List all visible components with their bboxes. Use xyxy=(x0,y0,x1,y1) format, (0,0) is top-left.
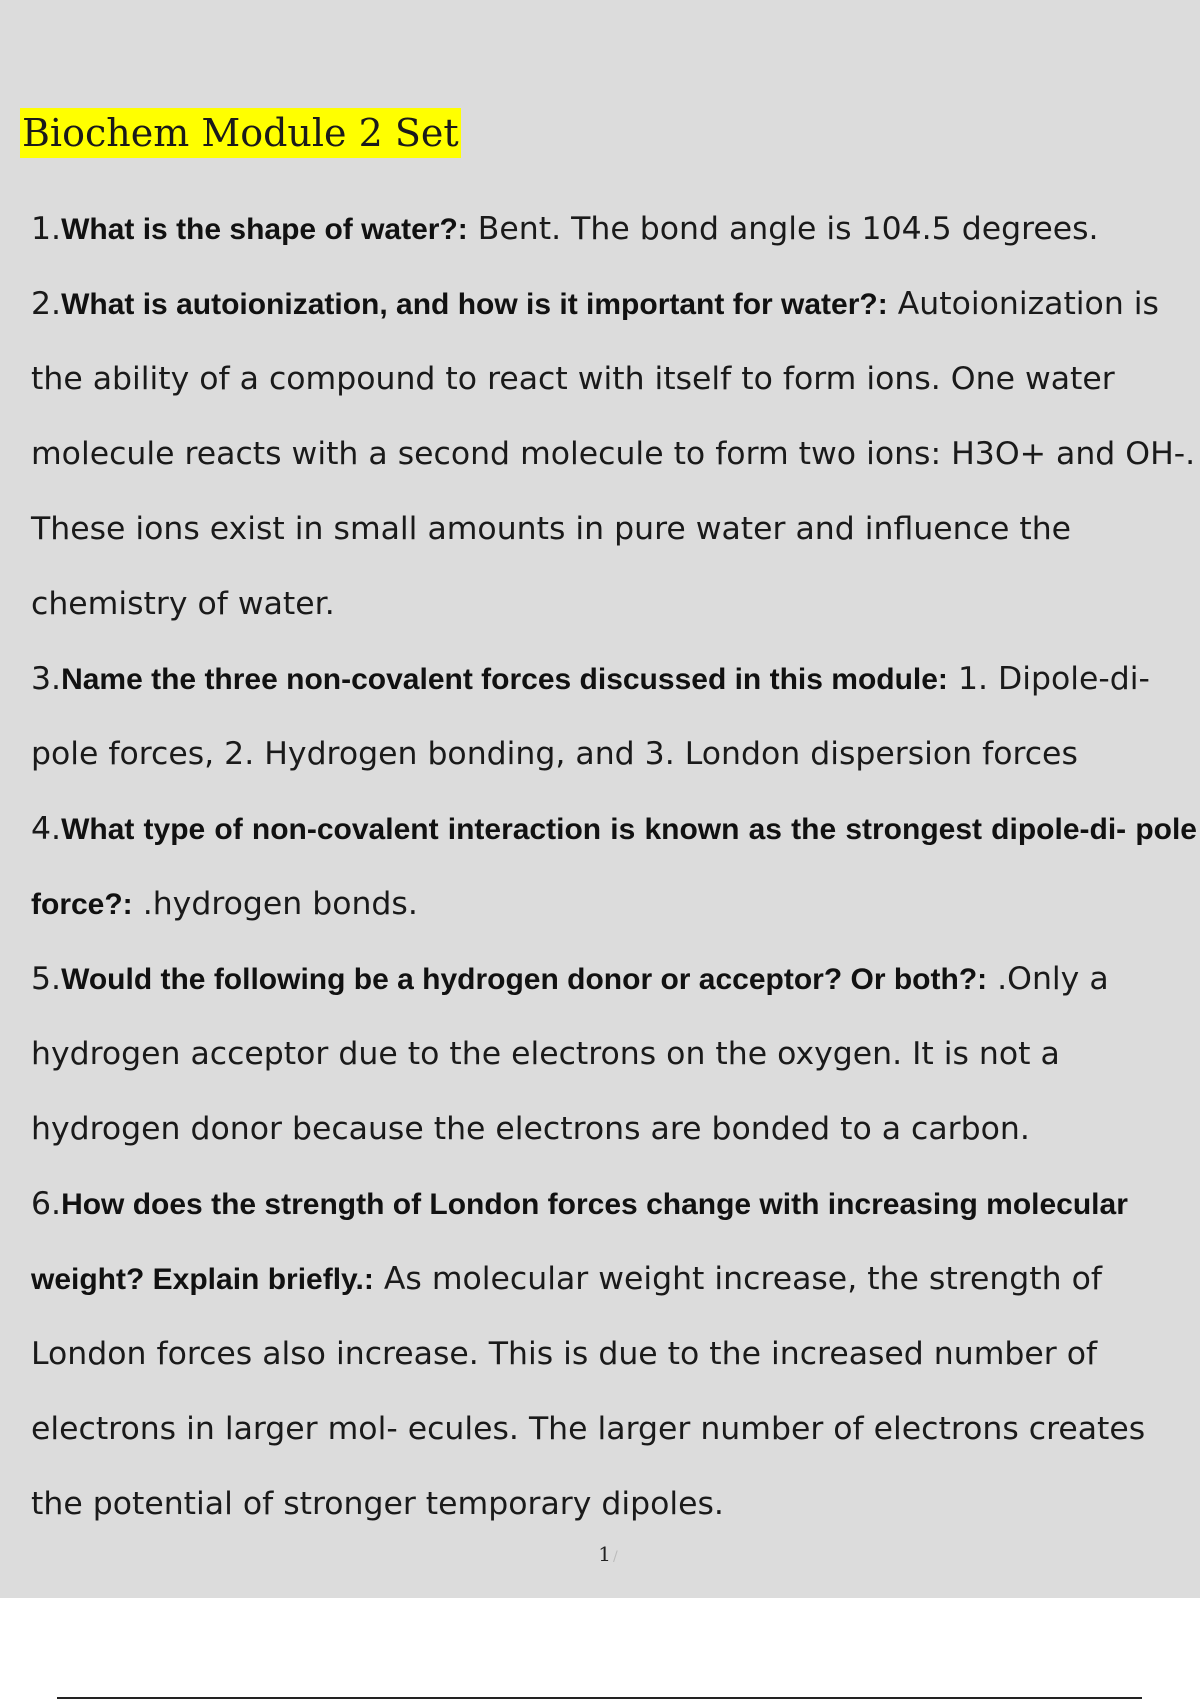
question-number: 2. xyxy=(31,286,62,322)
page-number-separator: / xyxy=(613,1549,618,1565)
question-item-6 xyxy=(31,1167,1197,1542)
question-text: What is autoionization, and how is it important for water?: xyxy=(61,288,888,321)
answer-text: .Only a hydrogen acceptor due to the electrons on the oxygen. It is not a hydrogen donor because the electrons are bonded to a carbon. xyxy=(31,961,1109,1147)
question-number: 4. xyxy=(31,811,62,847)
question-text: What type of non-covalent interaction is known as the strongest dipole-di- pole force?: xyxy=(31,813,1197,921)
question-number: 5. xyxy=(31,961,62,997)
answer-text: .hydrogen bonds. xyxy=(142,886,418,922)
answer-text: As molecular weight increase, the strength of London forces also increase. This is due to the increased number of electrons in larger mol- ecules. The larger number of electrons creates the potential of stronger temporary dipoles. xyxy=(31,1261,1146,1522)
document-title: Biochem Module 2 Set xyxy=(20,108,461,158)
answer-text: 1. Dipole-di- pole forces, 2. Hydrogen bonding, and 3. London dispersion forces xyxy=(31,661,1150,772)
page-number xyxy=(0,1542,1200,1566)
question-text: Would the following be a hydrogen donor or acceptor? Or both?: xyxy=(61,963,988,996)
question-text: What is the shape of water?: xyxy=(61,213,468,246)
question-text: How does the strength of London forces change with increasing molecular weight? Explain briefly.: xyxy=(31,1188,1128,1296)
page-number-value: 1 xyxy=(598,1542,611,1566)
question-list xyxy=(31,192,1197,1542)
question-item-2 xyxy=(31,267,1197,642)
answer-text: Bent. The bond angle is 104.5 degrees. xyxy=(477,211,1099,247)
question-number: 6. xyxy=(31,1186,62,1222)
question-item-5 xyxy=(31,942,1197,1167)
footer-divider xyxy=(57,1697,1142,1699)
answer-text: Autoionization is the ability of a compound to react with itself to form ions. One water molecule reacts with a second molecule to form two ions: H3O+ and OH-. These ions exist in small amounts in pure water and influence the chemistry of water. xyxy=(31,286,1196,622)
question-item-3 xyxy=(31,642,1197,792)
question-item-1 xyxy=(31,192,1197,267)
question-item-4 xyxy=(31,792,1197,942)
question-number: 1. xyxy=(31,211,62,247)
question-text: Name the three non-covalent forces discussed in this module: xyxy=(61,663,948,696)
question-number: 3. xyxy=(31,661,62,697)
